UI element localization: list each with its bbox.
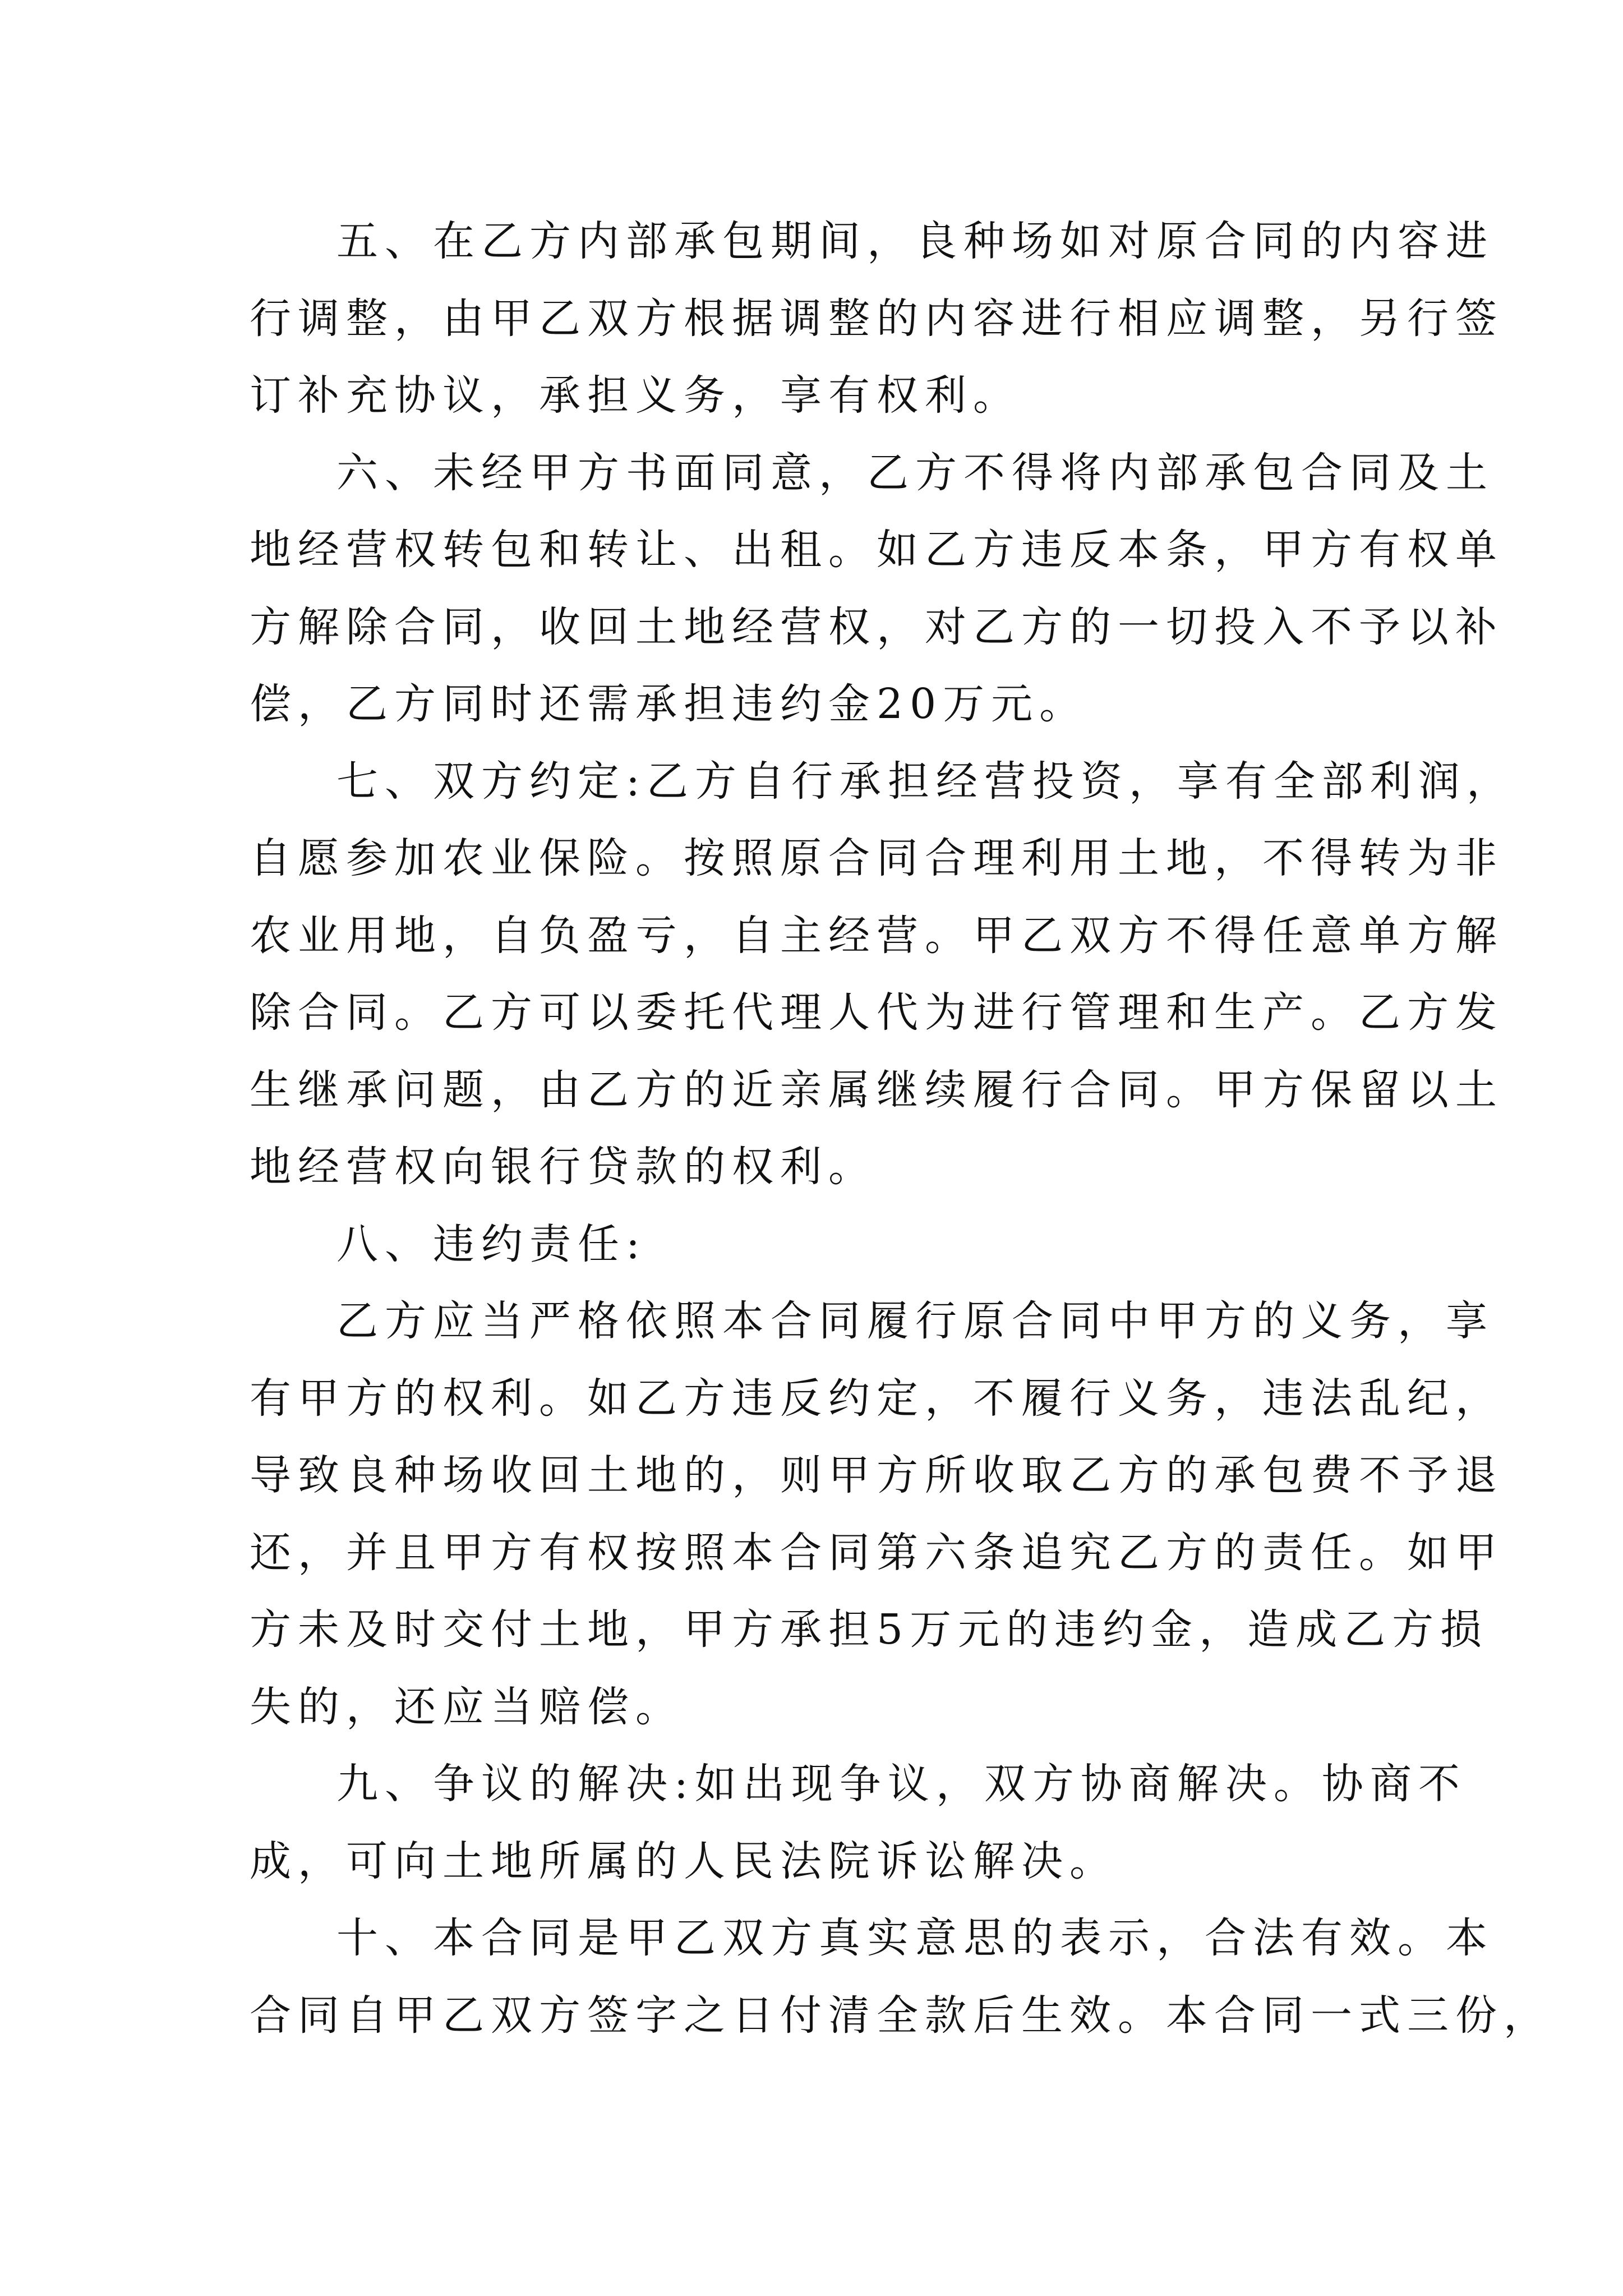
text-line: 六、未经甲方书面同意，乙方不得将内部承包合同及土: [336, 448, 1494, 497]
text-line: 订补充协议，承担义务，享有权利。: [250, 371, 1021, 420]
contract-text: [250, 213, 1552, 2064]
text-line: 生继承问题，由乙方的近亲属继续履行合同。甲方保留以土: [250, 1065, 1504, 1114]
text-line: 还，并且甲方有权按照本合同第六条追究乙方的责任。如甲: [250, 1528, 1504, 1577]
text-line: 自愿参加农业保险。按照原合同合理利用土地，不得转为非: [250, 834, 1504, 882]
text-line: 成，可向土地所属的人民法院诉讼解决。: [250, 1837, 1118, 1885]
text-line: 农业用地，自负盈亏，自主经营。甲乙双方不得任意单方解: [250, 911, 1504, 960]
text-line: 方解除合同，收回土地经营权，对乙方的一切投入不予以补: [250, 602, 1504, 651]
text-line: 五、在乙方内部承包期间，良种场如对原合同的内容进: [336, 217, 1494, 265]
text-line: 除合同。乙方可以委托代理人代为进行管理和生产。乙方发: [250, 988, 1504, 1037]
text-line: 地经营权转包和转让、出租。如乙方违反本条，甲方有权单: [250, 526, 1504, 574]
text-line: 乙方应当严格依照本合同履行原合同中甲方的义务，享: [336, 1297, 1494, 1345]
text-line: 行调整，由甲乙双方根据调整的内容进行相应调整，另行签: [250, 294, 1504, 343]
text-line: 八、违约责任:: [336, 1220, 647, 1268]
text-line: 九、争议的解决:如出现争议，双方协商解决。协商不: [336, 1760, 1467, 1808]
text-line: 七、双方约定:乙方自行承担经营投资，享有全部利润，: [336, 757, 1515, 806]
text-line: 有甲方的权利。如乙方违反约定，不履行义务，违法乱纪，: [250, 1374, 1504, 1423]
text-line: 导致良种场收回土地的，则甲方所收取乙方的承包费不予退: [250, 1451, 1504, 1499]
text-line: 十、本合同是甲乙双方真实意思的表示，合法有效。本: [336, 1914, 1494, 1962]
text-line: 方未及时交付土地，甲方承担5万元的违约金，造成乙方损: [250, 1605, 1489, 1654]
text-line: 地经营权向银行贷款的权利。: [250, 1143, 877, 1191]
text-line: 失的，还应当赔偿。: [250, 1682, 684, 1731]
text-line: 偿，乙方同时还需承担违约金20万元。: [250, 680, 1088, 728]
text-line: 合同自甲乙双方签字之日付清全款后生效。本合同一式三份，: [250, 1991, 1552, 2040]
